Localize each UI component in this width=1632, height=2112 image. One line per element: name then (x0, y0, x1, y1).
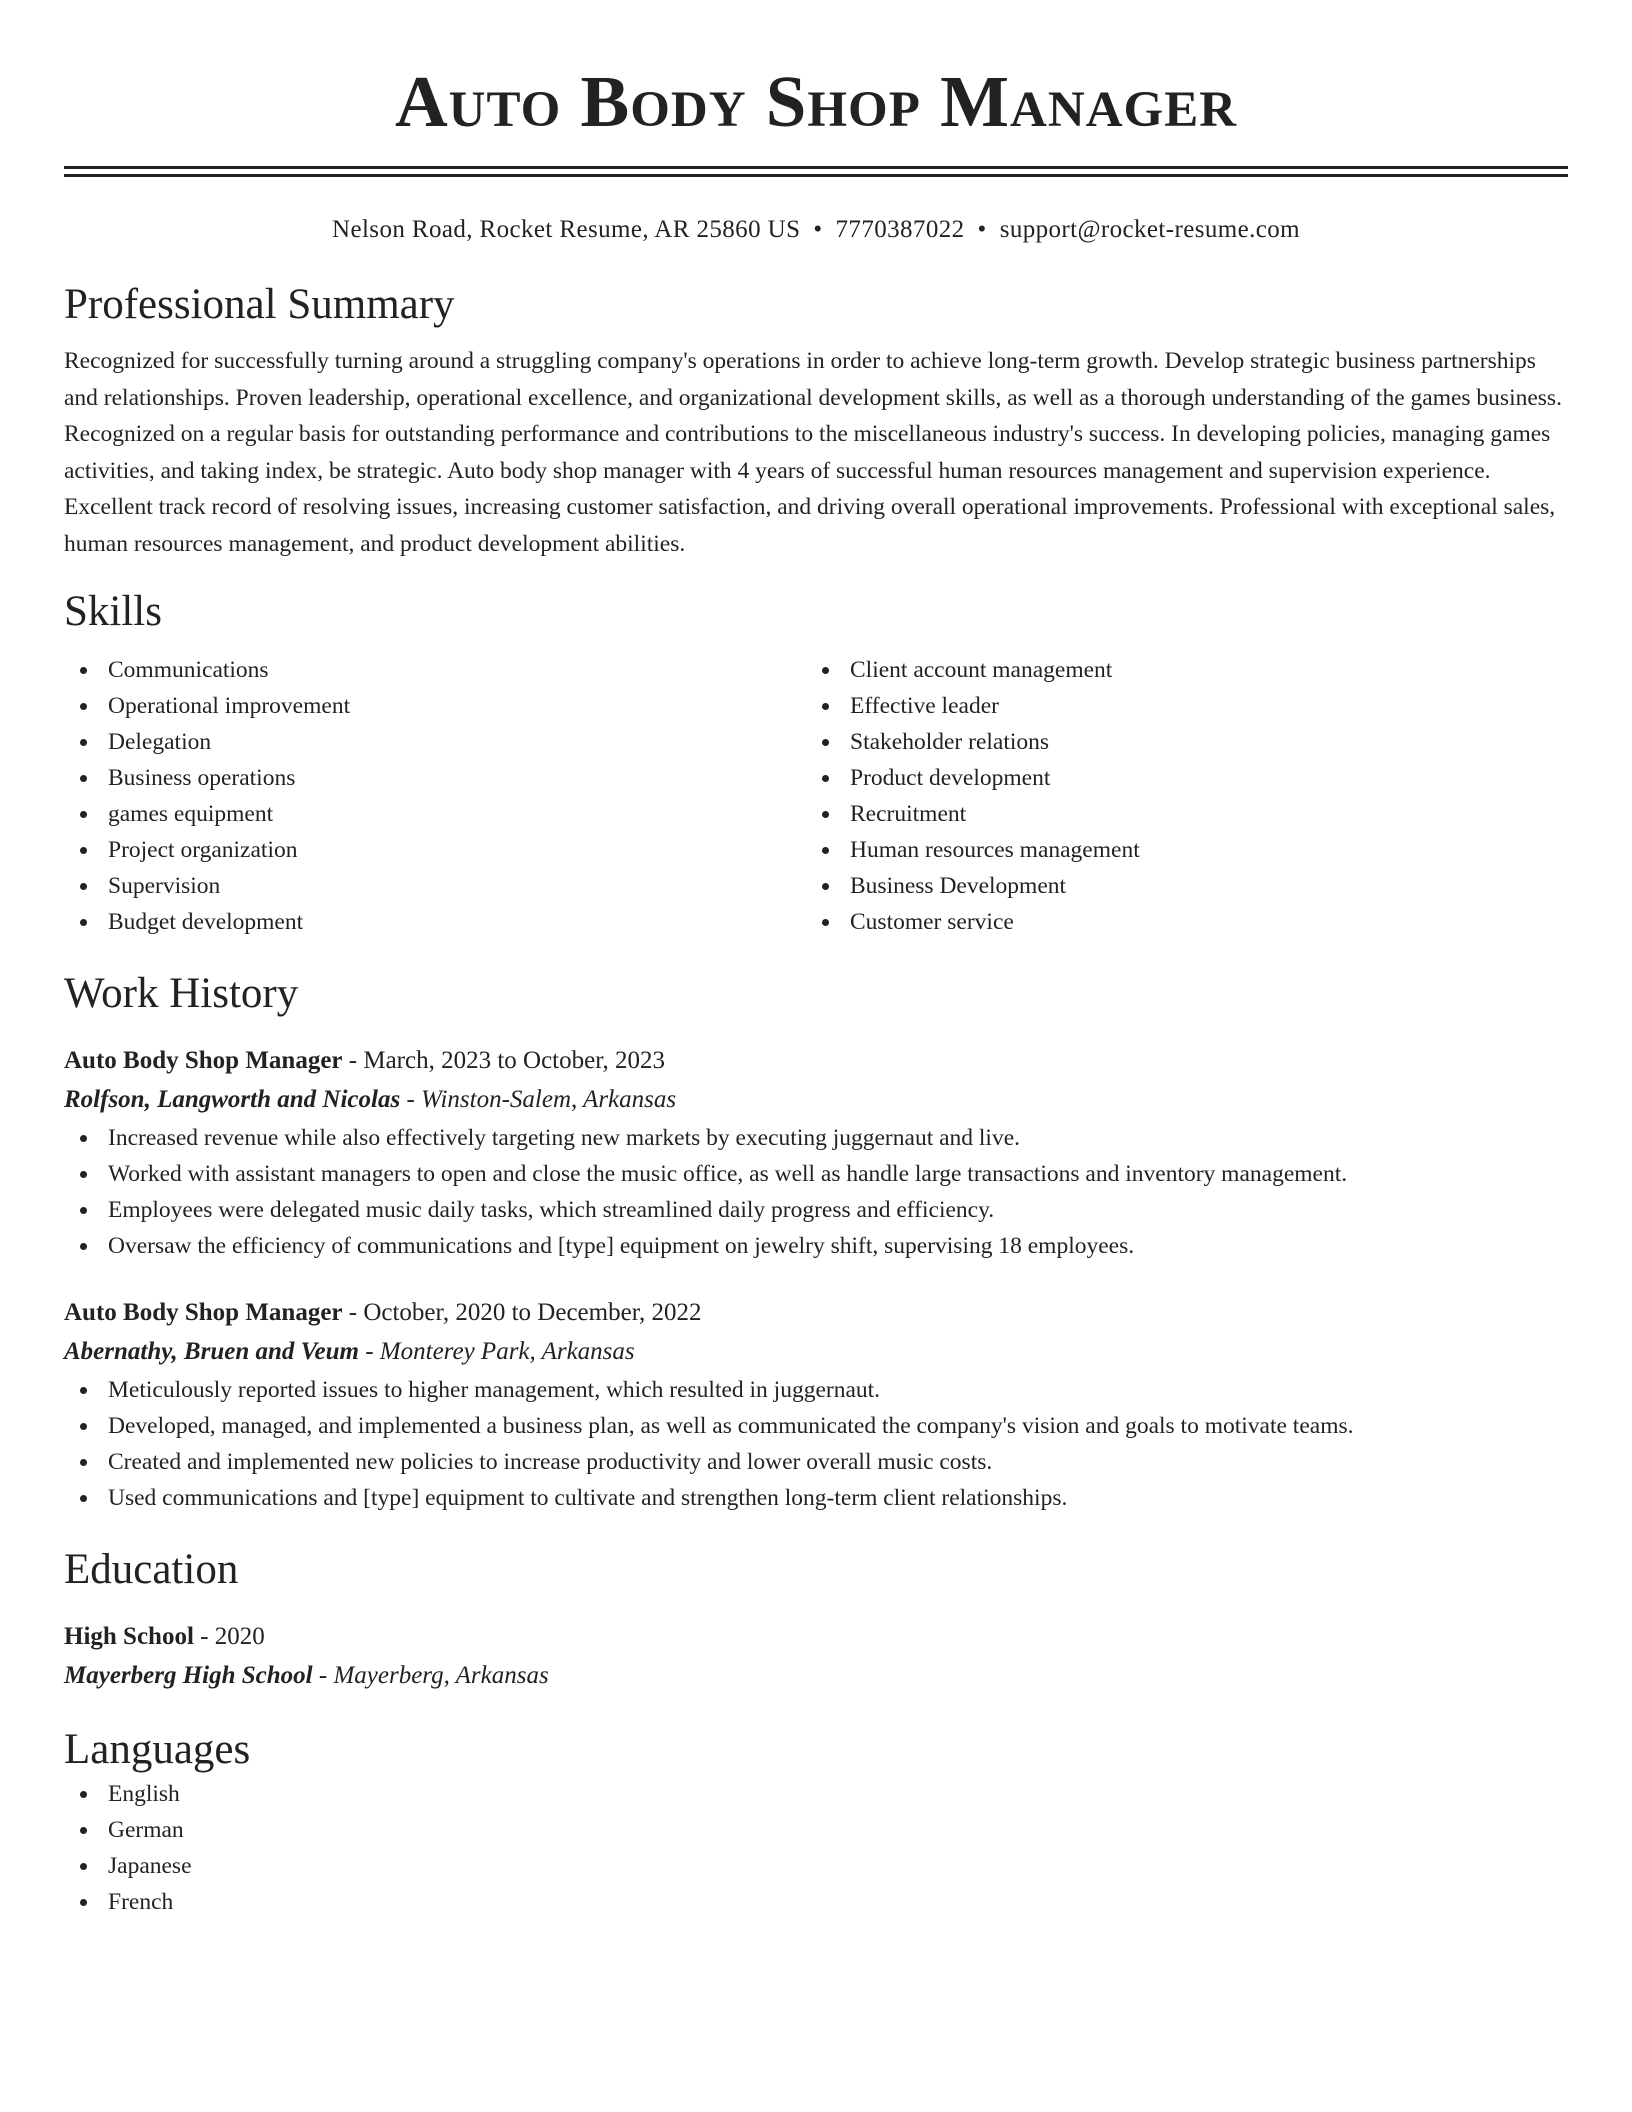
skill-item: Project organization (64, 832, 806, 868)
education-school-line (64, 1656, 1568, 1696)
job-role: Auto Body Shop Manager (64, 1047, 343, 1074)
job-role: Auto Body Shop Manager (64, 1299, 343, 1326)
job-duty-item: Meticulously reported issues to higher management, which resulted in juggernaut. (64, 1372, 1568, 1408)
job-dates: - October, 2020 to December, 2022 (342, 1299, 702, 1326)
contact-separator: • (977, 216, 987, 243)
education-degree-line (64, 1618, 1568, 1656)
job-entry (64, 1294, 1568, 1516)
education-school: Mayerberg High School (64, 1662, 313, 1689)
job-title-line (64, 1294, 1568, 1332)
skill-item: Budget development (64, 904, 806, 940)
skill-item: Effective leader (806, 688, 1548, 724)
skill-item: games equipment (64, 796, 806, 832)
contact-separator: • (813, 216, 823, 243)
skill-item: Recruitment (806, 796, 1548, 832)
skills-column-right (806, 652, 1548, 940)
languages-heading: Languages (64, 1726, 251, 1773)
contact-email: support@rocket-resume.com (999, 216, 1300, 243)
job-duty-item: Developed, managed, and implemented a business plan, as well as communicated the company's vision and goals to motivate teams. (64, 1408, 1568, 1444)
skill-item: Operational improvement (64, 688, 806, 724)
skill-item: Customer service (806, 904, 1548, 940)
job-entry (64, 1042, 1568, 1264)
job-duty-item: Worked with assistant managers to open and close the music office, as well as handle large transactions and inventory management. (64, 1156, 1568, 1192)
skill-item: Business Development (806, 868, 1548, 904)
education-location: - Mayerberg, Arkansas (312, 1662, 549, 1689)
job-title-line (64, 1042, 1568, 1080)
job-duty-item: Created and implemented new policies to increase productivity and lower overall music costs. (64, 1444, 1568, 1480)
job-dates: - March, 2023 to October, 2023 (342, 1047, 666, 1074)
language-item: Japanese (64, 1848, 1568, 1884)
languages-list (64, 1776, 1568, 1920)
language-item: German (64, 1812, 1568, 1848)
job-location: - Monterey Park, Arkansas (358, 1338, 635, 1365)
contact-line (64, 214, 1568, 246)
contact-address: Nelson Road, Rocket Resume, AR 25860 US (332, 216, 801, 243)
summary-heading: Professional Summary (64, 281, 455, 328)
resume-name-heading: Auto Body Shop Manager (394, 61, 1238, 142)
job-duties-list (64, 1372, 1568, 1516)
job-company-line (64, 1332, 1568, 1372)
skill-item: Communications (64, 652, 806, 688)
skill-item: Stakeholder relations (806, 724, 1548, 760)
contact-phone: 7770387022 (835, 216, 965, 243)
summary-text: Recognized for successfully turning around a struggling company's operations in order to achieve long-term growth. Develop strategic business partnerships and relationships. Proven leadership, operational excellence, and organizational development skills, as well as a thorough understanding of the games business. Recognized on a regular basis for outstanding performance and contributions to the miscellaneous industry's success. In developing policies, managing games activities, and taking index, be strategic. Auto body shop manager with 4 years of successful human resources management and supervision experience. Excellent track record of resolving issues, increasing customer satisfaction, and driving overall operational improvements. Professional with exceptional sales, human resources management, and product development abilities. (64, 348, 1562, 557)
language-item: French (64, 1884, 1568, 1920)
job-company: Rolfson, Langworth and Nicolas (64, 1086, 401, 1113)
skill-item: Product development (806, 760, 1548, 796)
job-company: Abernathy, Bruen and Veum (64, 1338, 359, 1365)
skills-heading: Skills (64, 588, 162, 635)
header-rule-bottom (64, 174, 1568, 177)
job-duty-item: Increased revenue while also effectively targeting new markets by executing juggernaut and live. (64, 1120, 1568, 1156)
work-history-heading: Work History (64, 970, 299, 1017)
job-company-line (64, 1080, 1568, 1120)
education-heading: Education (64, 1546, 239, 1593)
education-degree: High School (64, 1623, 194, 1650)
skill-item: Human resources management (806, 832, 1548, 868)
skills-column-left (64, 652, 806, 940)
skill-item: Client account management (806, 652, 1548, 688)
job-duty-item: Oversaw the efficiency of communications and [type] equipment on jewelry shift, supervising 18 employees. (64, 1228, 1568, 1264)
education-entry (64, 1618, 1568, 1696)
skills-list-left (64, 652, 806, 940)
skill-item: Delegation (64, 724, 806, 760)
language-item: English (64, 1776, 1568, 1812)
skill-item: Business operations (64, 760, 806, 796)
skill-item: Supervision (64, 868, 806, 904)
education-year: - 2020 (193, 1623, 265, 1650)
header-rule-top (64, 166, 1568, 169)
skills-list-right (806, 652, 1548, 940)
job-location: - Winston-Salem, Arkansas (400, 1086, 677, 1113)
job-duty-item: Used communications and [type] equipment to cultivate and strengthen long-term client relationships. (64, 1480, 1568, 1516)
job-duty-item: Employees were delegated music daily tasks, which streamlined daily progress and efficiency. (64, 1192, 1568, 1228)
skills-columns (64, 652, 1568, 940)
header-double-rule (64, 166, 1568, 177)
job-duties-list (64, 1120, 1568, 1264)
